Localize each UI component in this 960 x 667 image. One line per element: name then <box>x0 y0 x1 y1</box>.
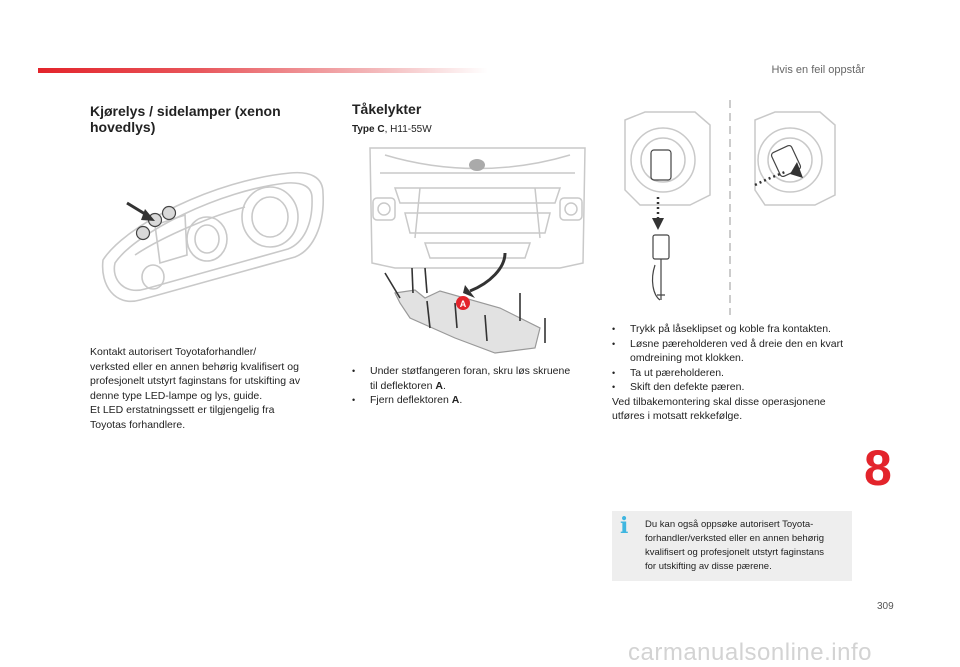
section-title: Hvis en feil oppstår <box>771 64 865 76</box>
foglamp-bulb-illustration <box>615 100 860 315</box>
bulb-type: Type C, H11-55W <box>352 124 432 135</box>
figure-label-a: A <box>459 299 467 309</box>
chapter-number: 8 <box>864 440 892 496</box>
list-item: • Løsne pæreholderen ved å dreie den en kvart omdreining mot klokken. <box>612 337 844 364</box>
list-item: • Skift den defekte pæren. <box>612 381 745 393</box>
bumper-illustration <box>365 143 590 358</box>
headlamp-heading: Kjørelys / sidelamper (xenon hovedlys) <box>90 103 281 135</box>
list-item: • Ta ut pæreholderen. <box>612 366 724 379</box>
foglamp-steps-right <box>612 322 857 424</box>
foglamp-steps-middle <box>352 364 597 408</box>
header-accent-bar <box>38 68 488 73</box>
headlamp-illustration <box>95 165 330 315</box>
info-icon: i <box>620 513 629 539</box>
foglamp-heading: Tåkelykter <box>352 101 422 117</box>
headlamp-text: Kontakt autorisert Toyotaforhandler/ verksted eller en annen behørig kvalifisert og profesjonelt utstyrt faginstans for utskifting av denne type LED-lampe og lys, guide. Et LED erstatningssett er tilgjengelig fra Toyotas forhandlere. <box>90 346 301 431</box>
watermark: carmanualsonline.info <box>628 639 872 666</box>
info-text: Du kan også oppsøke autorisert Toyota- forhandler/verksted eller en annen behørig kvalifisert og profesjonelt utstyrt faginstans for utskifting av disse pærene. <box>645 519 825 572</box>
list-item: • Under støtfangeren foran, skru løs skruene til deflektoren A. <box>352 365 571 392</box>
closing-note: Ved tilbakemontering skal disse operasjonene utføres i motsatt rekkefølge. <box>612 395 826 422</box>
list-item: • Fjern deflektoren A. <box>352 394 463 406</box>
info-box <box>612 511 852 581</box>
list-item: • Trykk på låseklipset og koble fra kontakten. <box>612 323 831 335</box>
page-number: 309 <box>877 601 894 612</box>
